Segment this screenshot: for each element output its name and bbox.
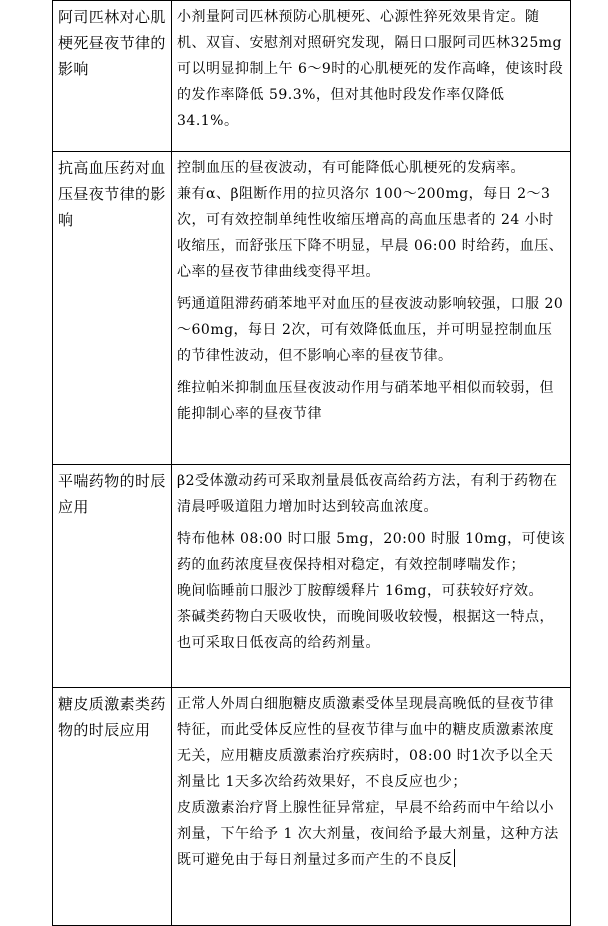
paragraph: 特布他林 08:00 时口服 5mg，20:00 时服 10mg，可使该药的血药浓度昼夜保持相对稳定，有效控制哮喘发作； — [177, 531, 566, 573]
paragraph-text: 皮质激素治疗肾上腺性征异常症，早晨不给药而中午给以小剂量，下午给予 1 次大剂量，夜间给予最大剂量，这种方法既可避免由于每日剂量过多而产生的不良反 — [177, 800, 559, 868]
drug-chronotherapy-table — [52, 0, 571, 926]
text-cursor — [454, 849, 455, 867]
row-heading-cell — [53, 152, 172, 465]
paragraph: β2受体激动药可采取剂量晨低夜高给药方法，有利于药物在清晨呼吸道阻力增加时达到较高血浓度。 — [177, 473, 558, 515]
row-heading: 糖皮质激素类药物的时辰应用 — [58, 695, 166, 739]
paragraph: 正常人外周白细胞糖皮质激素受体呈现晨高晚低的昼夜节律特征，而此受体反应性的昼夜节律与血中的糖皮质激素浓度无关，应用糖皮质激素治疗疾病时，08:00 时1次予以全天剂量比 1天多次给药效果好，不良反应也少； — [177, 696, 554, 790]
row-heading-cell — [53, 688, 172, 926]
table-row — [53, 1, 571, 152]
paragraph: 控制血压的昼夜波动，有可能降低心肌梗死的发病率。 — [177, 160, 525, 176]
row-content-cell — [172, 465, 571, 688]
paragraph: 兼有α、β阻断作用的拉贝洛尔 100～200mg，每日 2～3次，可有效控制单纯性收缩压增高的高血压患者的 24 小时收缩压，而舒张压下降不明显，早晨 06:00 时给药，血压、心率的昼夜节律曲线变得平坦。 — [177, 186, 564, 280]
paragraph: 钙通道阻滞药硝苯地平对血压的昼夜波动影响较强，口服 20～60mg，每日 2次，可有效降低血压，并可明显控制血压的节律性波动，但不影响心率的昼夜节律。 — [177, 296, 564, 364]
row-heading: 平喘药物的时辰应用 — [58, 472, 166, 516]
table-row — [53, 152, 571, 465]
paragraph: 小剂量阿司匹林预防心肌梗死、心源性猝死效果肯定。随机、双盲、安慰剂对照研究发现，隔日口服阿司匹林325mg 可以明显抑制上午 6～9时的心肌梗死的发作高峰，使该时段的发作率降低 59.3%，但对其他时段发作率仅降低 34.1%。 — [177, 9, 564, 129]
row-heading-cell — [53, 465, 172, 688]
row-heading: 阿司匹林对心肌梗死昼夜节律的影响 — [58, 8, 166, 78]
row-heading-cell — [53, 1, 172, 152]
row-heading: 抗高血压药对血压昼夜节律的影响 — [58, 159, 166, 229]
paragraph: 晚间临睡前口服沙丁胺醇缓释片 16mg，可获较好疗效。 — [177, 583, 544, 599]
table-row — [53, 688, 571, 926]
row-content-cell — [172, 688, 571, 926]
paragraph[interactable] — [177, 795, 566, 873]
row-content-cell — [172, 1, 571, 152]
paragraph: 维拉帕米抑制血压昼夜波动作用与硝苯地平相似而较弱，但能抑制心率的昼夜节律 — [177, 380, 554, 422]
paragraph: 茶碱类药物白天吸收快，而晚间吸收较慢，根据这一特点，也可采取日低夜高的给药剂量。 — [177, 609, 554, 651]
row-content-cell — [172, 152, 571, 465]
table-row — [53, 465, 571, 688]
